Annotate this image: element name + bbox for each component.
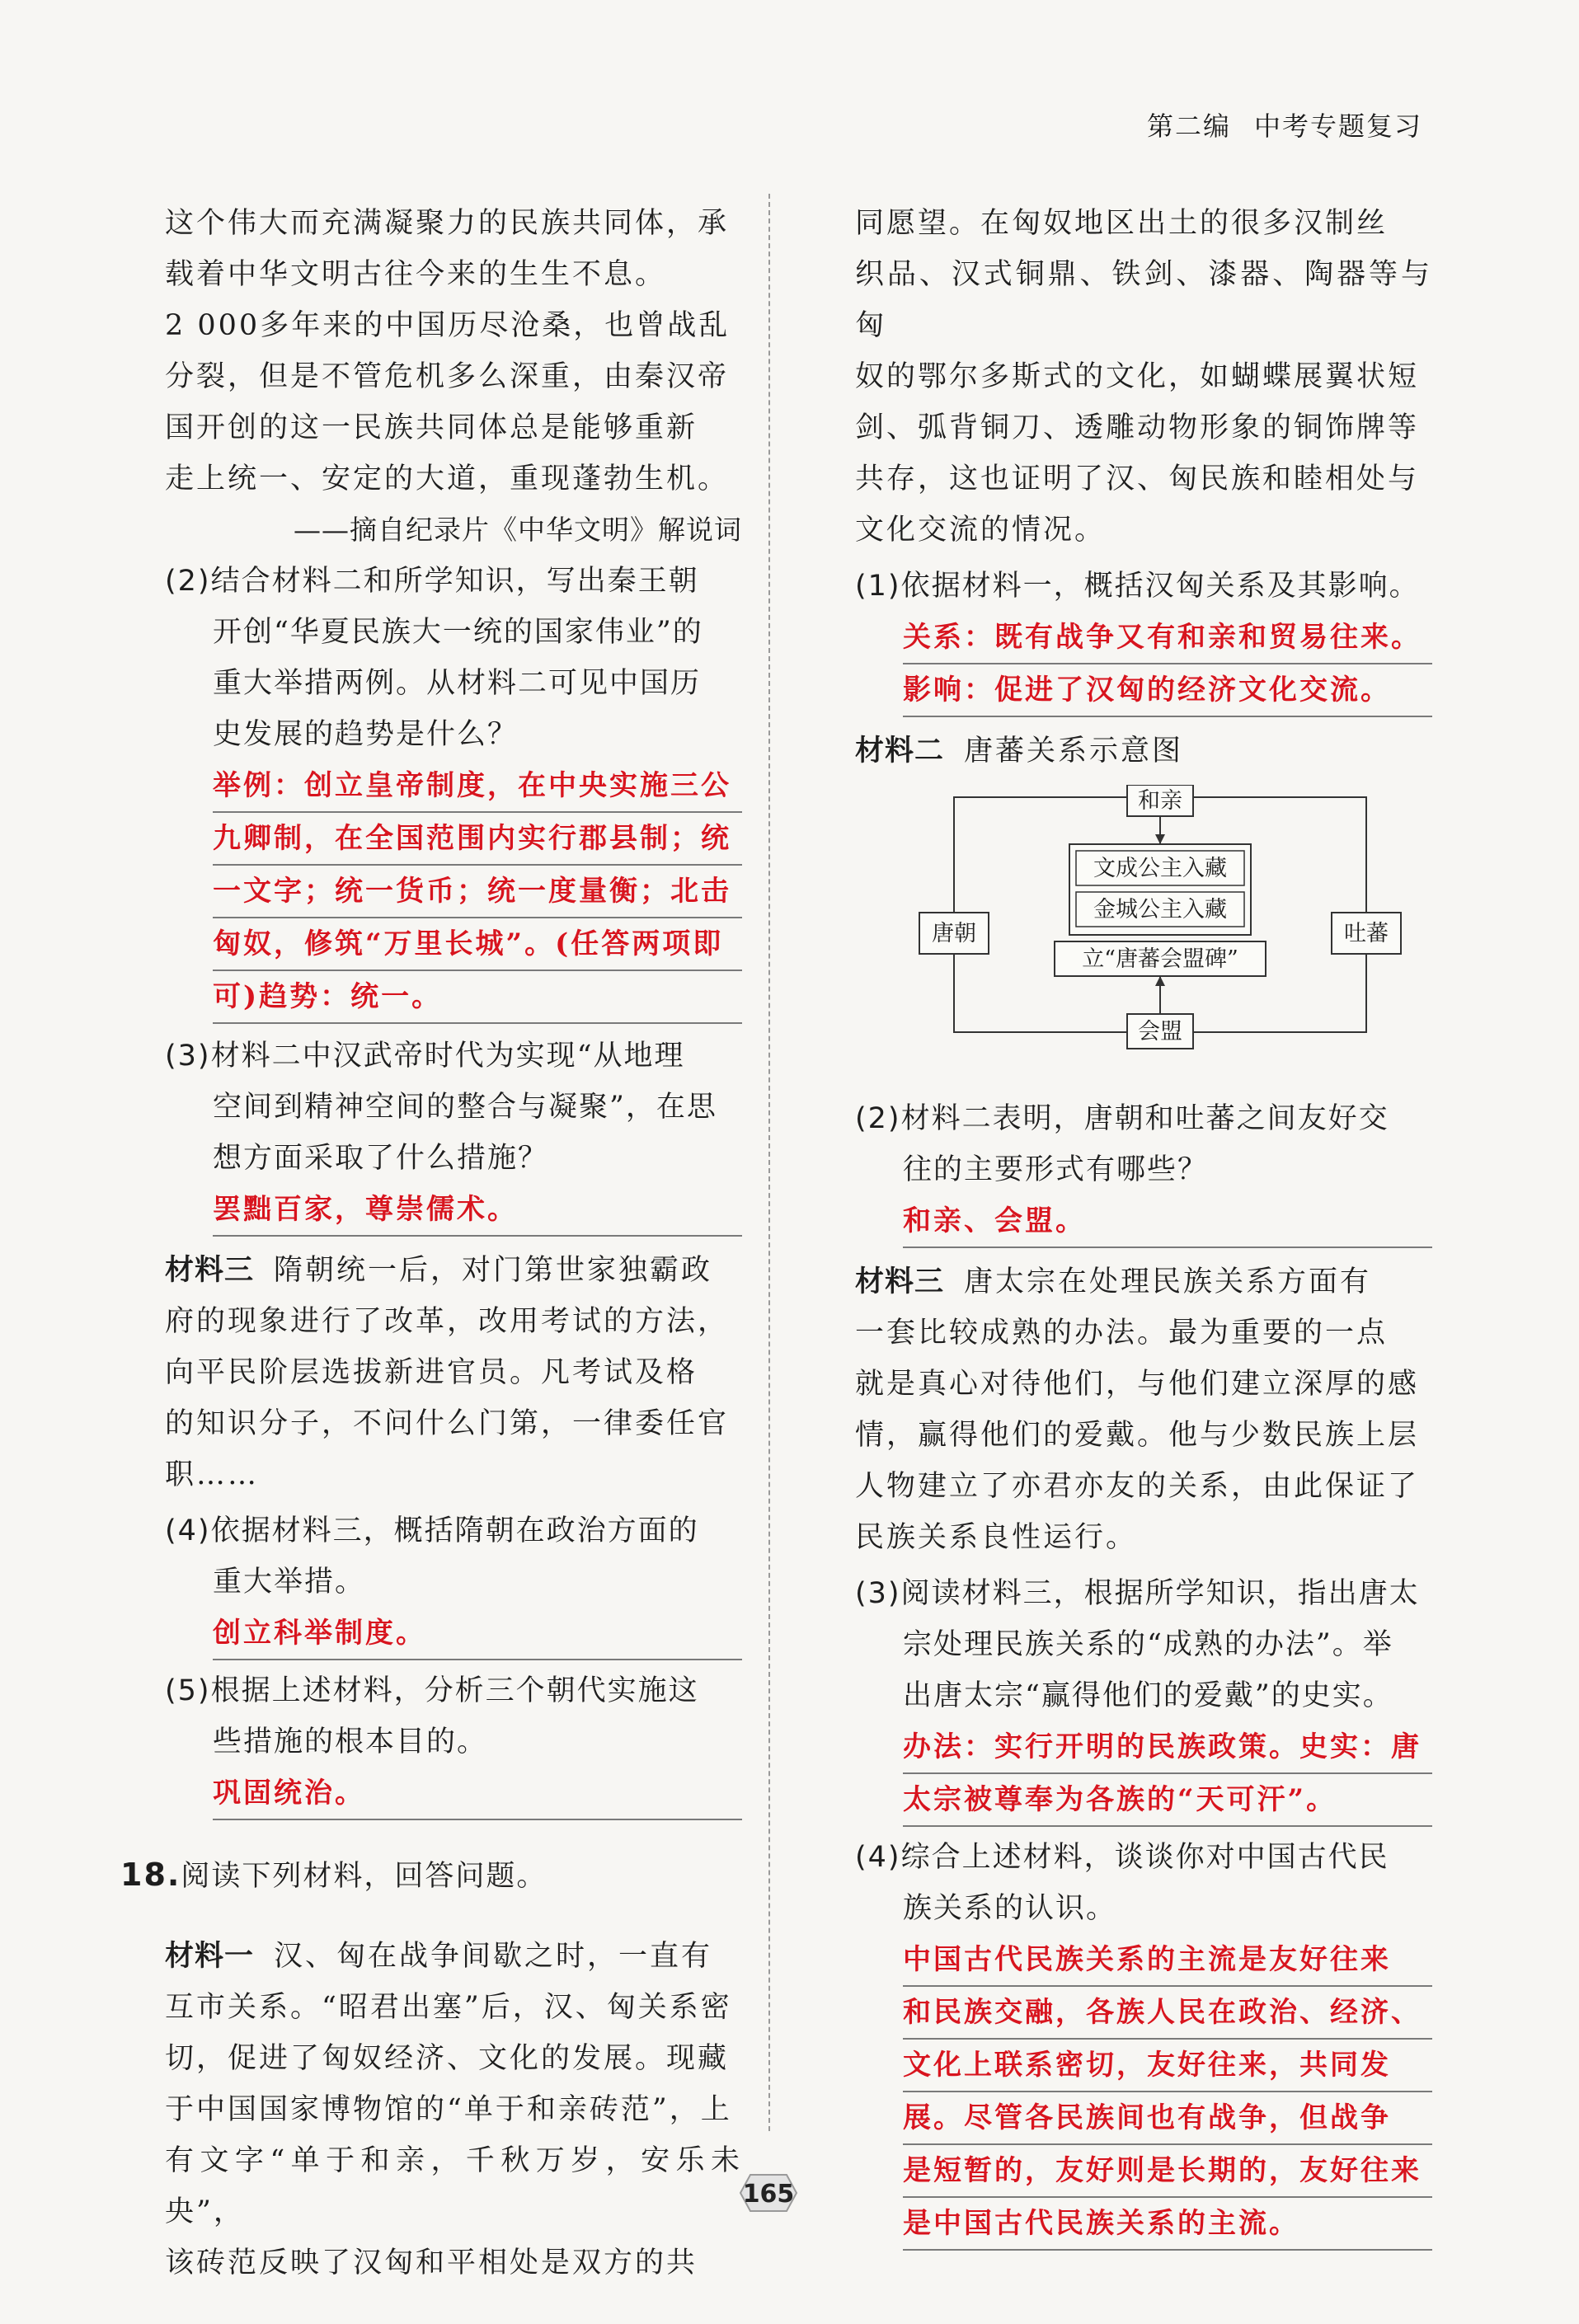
answer-line: 举例：创立皇帝制度，在中央实施三公	[213, 760, 742, 813]
material-label: 材料一	[165, 1940, 255, 1973]
answer-line: 九卿制，在全国范围内实行郡县制；统	[213, 813, 742, 866]
question-line: 族关系的认识。	[903, 1892, 1117, 1925]
box-tang-label: 唐朝	[932, 921, 976, 946]
box-wencheng-label: 文成公主入藏	[1093, 856, 1227, 881]
question-number: (2)	[165, 565, 211, 598]
diagram-title: 唐蕃关系示意图	[964, 735, 1184, 768]
material-line: 就是真心对待他们，与他们建立深厚的感	[855, 1368, 1420, 1401]
material-text: 唐太宗在处理民族关系方面有	[964, 1265, 1372, 1298]
material-text: 汉、匈在战争间歇之时，一直有	[274, 1940, 713, 1973]
question-line: 阅读材料三，根据所学知识，指出唐太	[900, 1577, 1420, 1610]
answer-block	[903, 1721, 1432, 1827]
passage-continuation	[165, 198, 742, 556]
question-line: 史发展的趋势是什么？	[213, 718, 519, 751]
passage-line: 走上统一、安定的大道，重现蓬勃生机。	[165, 462, 730, 495]
question-line: 些措施的根本目的。	[213, 1725, 488, 1758]
material-line: 的知识分子，不问什么门第，一律委任官	[165, 1407, 730, 1440]
material-line: 于中国国家博物馆的“单于和亲砖范”，上	[165, 2093, 732, 2126]
question-line: 宗处理民族关系的“成熟的办法”。举	[903, 1628, 1393, 1661]
question-text	[165, 1505, 742, 1556]
material-line: 互市关系。“昭君出塞”后，汉、匈关系密	[165, 1991, 732, 2024]
question-18-stem	[120, 1849, 742, 1902]
material-label: 材料二	[855, 735, 945, 768]
passage-line: 国开创的这一民族共同体总是能够重新	[165, 411, 698, 444]
question-18	[120, 1849, 742, 1902]
answer-block	[903, 1195, 1432, 1248]
connector-line	[954, 797, 1127, 822]
answer-line: 和民族交融，各族人民在政治、经济、	[903, 1987, 1432, 2040]
answer-line: 罢黜百家，尊崇儒术。	[213, 1184, 742, 1237]
question-line: 往的主要形式有哪些？	[903, 1153, 1209, 1186]
material-text: 隋朝统一后，对门第世家独霸政	[274, 1254, 713, 1287]
answer-line: 中国古代民族关系的主流是友好往来	[903, 1934, 1432, 1987]
material-line: 奴的鄂尔多斯式的文化，如蝴蝶展翼状短	[855, 360, 1420, 393]
box-jincheng-label: 金城公主入藏	[1093, 897, 1227, 923]
header-section: 第二编	[1146, 110, 1231, 142]
question-line: 出唐太宗“赢得他们的爱戴”的史实。	[903, 1679, 1393, 1712]
answer-line: 一文字；统一货币；统一度量衡；北击	[213, 866, 742, 918]
question-text	[855, 1832, 1432, 1883]
header-title: 中考专题复习	[1253, 110, 1422, 142]
material-3-taizong	[855, 1256, 1432, 1563]
question-line: 综合上述材料，谈谈你对中国古代民	[900, 1841, 1389, 1874]
question-3	[165, 1031, 742, 1237]
box-huimeng-label: 会盟	[1138, 1019, 1182, 1045]
tang-tibet-relation-diagram	[855, 785, 1432, 1073]
material-line: 向平民阶层选拔新进官员。凡考试及格	[165, 1356, 698, 1389]
running-header	[1147, 106, 1422, 143]
passage-source: ——摘自纪录片《中华文明》解说词	[294, 514, 742, 546]
question-number: (3)	[855, 1577, 901, 1610]
material-line: 有文字“单于和亲，千秋万岁，安乐未央”，	[165, 2144, 742, 2228]
material-line: 该砖范反映了汉匈和平相处是双方的共	[165, 2247, 698, 2279]
question-number: (2)	[855, 1102, 901, 1135]
material-line	[855, 1256, 1432, 1308]
passage-line: 分裂，但是不管危机多么深重，由秦汉帝	[165, 360, 730, 393]
question-4	[165, 1505, 742, 1660]
material-line	[855, 725, 1432, 777]
answer-block	[213, 760, 742, 1024]
question-number: (5)	[165, 1674, 211, 1707]
left-column	[120, 198, 742, 2289]
material-line: 府的现象进行了改革，改用考试的方法，	[165, 1305, 730, 1338]
question-line: 空间到精神空间的整合与凝聚”，在思	[213, 1091, 717, 1124]
material-line: 共存，这也证明了汉、匈民族和睦相处与	[855, 462, 1420, 495]
material-line: 同愿望。在匈奴地区出土的很多汉制丝	[855, 207, 1389, 240]
question-number: (3)	[165, 1040, 211, 1073]
answer-line: 巩固统治。	[213, 1768, 742, 1820]
question-line: 依据材料一，概括汉匈关系及其影响。	[900, 570, 1420, 603]
question-3-right	[855, 1568, 1432, 1827]
question-line: 依据材料三，概括隋朝在政治方面的	[210, 1514, 699, 1547]
question-line: 开创“华夏民族大一统的国家伟业”的	[213, 616, 703, 649]
material-1-continuation	[855, 198, 1432, 556]
question-4-right	[855, 1832, 1432, 2251]
question-2	[165, 556, 742, 1024]
question-18-number: 18.	[120, 1857, 181, 1893]
page-number-badge	[734, 2170, 803, 2216]
question-line: 想方面采取了什么措施？	[213, 1142, 549, 1175]
material-line: 一套比较成熟的办法。最为重要的一点	[855, 1317, 1389, 1350]
question-line: 材料二表明，唐朝和吐蕃之间友好交	[900, 1102, 1389, 1135]
material-line: 人物建立了亦君亦友的关系，由此保证了	[855, 1470, 1420, 1503]
material-line: 职……	[165, 1458, 260, 1491]
material-line: 织品、汉式铜鼎、铁剑、漆器、陶器等与匈	[855, 258, 1432, 342]
material-line	[165, 1245, 742, 1296]
question-number: (4)	[165, 1514, 211, 1547]
question-text	[855, 1568, 1432, 1619]
question-2-right	[855, 1093, 1432, 1248]
page-number: 165	[742, 2180, 795, 2209]
answer-line: 可)趋势：统一。	[213, 971, 742, 1024]
material-2-tang-tibet	[855, 725, 1432, 1093]
answer-block	[213, 1608, 742, 1660]
question-line: 根据上述材料，分析三个朝代实施这	[210, 1674, 699, 1707]
passage-line: 这个伟大而充满凝聚力的民族共同体，承	[165, 207, 730, 240]
answer-line: 影响：促进了汉匈的经济文化交流。	[903, 664, 1432, 717]
question-number: (1)	[855, 570, 901, 603]
material-label: 材料三	[165, 1254, 255, 1287]
question-1	[855, 561, 1432, 717]
answer-line: 展。尽管各民族间也有战争，但战争	[903, 2092, 1432, 2145]
question-text	[165, 556, 742, 607]
arrow-up-icon	[1155, 976, 1165, 986]
material-line: 切，促进了匈奴经济、文化的发展。现藏	[165, 2042, 730, 2075]
answer-line: 匈奴，修筑“万里长城”。(任答两项即	[213, 918, 742, 971]
answer-line: 是中国古代民族关系的主流。	[903, 2198, 1432, 2251]
question-text	[165, 1665, 742, 1716]
answer-line: 办法：实行开明的民族政策。史实：唐	[903, 1721, 1432, 1774]
answer-block	[903, 612, 1432, 717]
answer-line: 是短暂的，友好则是长期的，友好往来	[903, 2145, 1432, 2198]
answer-line: 关系：既有战争又有和亲和贸易往来。	[903, 612, 1432, 664]
question-line: 重大举措。	[213, 1566, 366, 1599]
box-tubo-label: 吐蕃	[1344, 921, 1389, 946]
answer-line: 创立科举制度。	[213, 1608, 742, 1660]
question-18-text: 阅读下列材料，回答问题。	[181, 1860, 547, 1893]
right-column	[855, 198, 1432, 2251]
answer-block	[213, 1768, 742, 1820]
question-text	[165, 1031, 742, 1082]
passage-line: 2 000多年来的中国历尽沧桑，也曾战乱	[165, 309, 731, 342]
box-heqin-label: 和亲	[1138, 788, 1182, 814]
answer-block	[213, 1184, 742, 1237]
material-1-han-xiongnu	[165, 1931, 742, 2289]
material-3-sui	[165, 1245, 742, 1500]
passage-line: 载着中华文明古往今来的生生不息。	[165, 258, 667, 291]
question-line: 重大举措两例。从材料二可见中国历	[213, 667, 702, 700]
material-line: 情，赢得他们的爱戴。他与少数民族上层	[855, 1419, 1420, 1452]
column-divider	[768, 194, 770, 2131]
box-stele-label: 立“唐蕃会盟碑”	[1082, 946, 1238, 972]
question-line: 结合材料二和所学知识，写出秦王朝	[210, 565, 699, 598]
question-text	[855, 1093, 1432, 1144]
arrow-down-icon	[1155, 834, 1165, 844]
material-line: 文化交流的情况。	[855, 514, 1107, 547]
question-line: 材料二中汉武帝时代为实现“从地理	[210, 1040, 685, 1073]
material-line: 民族关系良性运行。	[855, 1521, 1138, 1554]
answer-block	[903, 1934, 1432, 2251]
question-text	[855, 561, 1432, 612]
answer-line: 太宗被尊奉为各族的“天可汗”。	[903, 1774, 1432, 1827]
question-5	[165, 1665, 742, 1820]
answer-line: 和亲、会盟。	[903, 1195, 1432, 1248]
material-line	[165, 1931, 742, 1982]
question-number: (4)	[855, 1841, 901, 1874]
material-label: 材料三	[855, 1265, 945, 1298]
answer-line: 文化上联系密切，友好往来，共同发	[903, 2040, 1432, 2092]
material-line: 剑、弧背铜刀、透雕动物形象的铜饰牌等	[855, 411, 1420, 444]
